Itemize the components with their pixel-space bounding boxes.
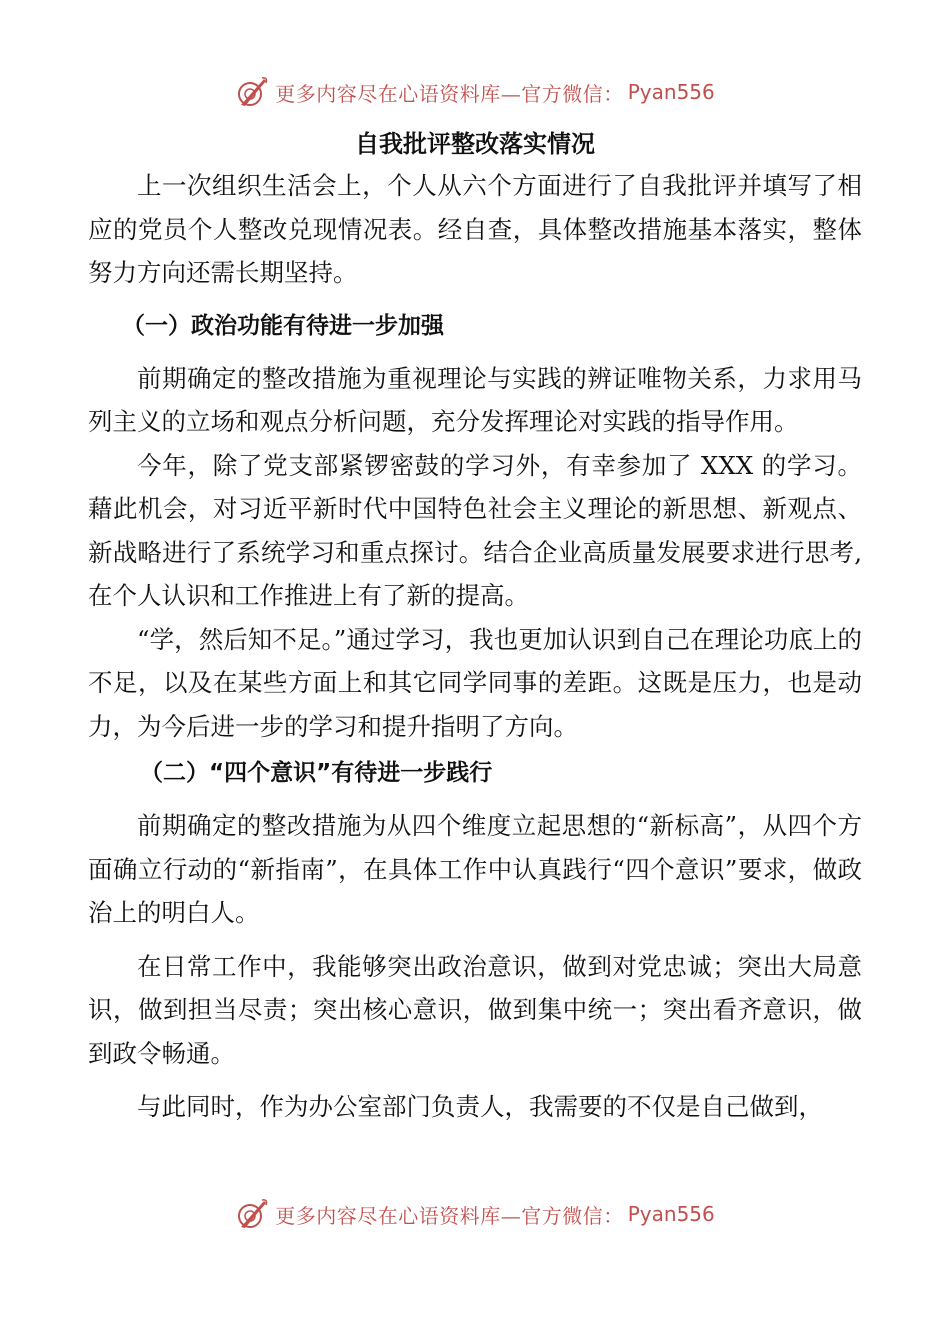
section-1-paragraph-3: “学，然后知不足。”通过学习，我也更加认识到自己在理论功底上的不足，以及在某些方面上和其它同学同事的差距。这既是压力，也是动力，为今后进一步的学习和提升指明了方向。 — [88, 624, 862, 741]
section-1-paragraph-2: 今年，除了党支部紧锣密鼓的学习外，有幸参加了 XXX 的学习。藉此机会，对习近平新时代中国特色社会主义理论的新思想、新观点、新战略进行了系统学习和重点探讨。结合企业高质量发展要求进行思考,在个人认识和工作推进上有了新的提高。 — [88, 450, 862, 610]
section-1-heading: （一）政治功能有待进一步加强 — [122, 312, 444, 339]
section-1-paragraph-1: 前期确定的整改措施为重视理论与实践的辨证唯物关系，力求用马列主义的立场和观点分析问题，充分发挥理论对实践的指导作用。 — [88, 363, 862, 436]
watermark-contact: Pyan556 — [627, 80, 715, 104]
quill-seal-icon — [235, 1197, 269, 1231]
intro-paragraph: 上一次组织生活会上，个人从六个方面进行了自我批评并填写了相应的党员个人整改兑现情况表。经自查，具体整改措施基本落实，整体努力方向还需长期坚持。 — [88, 171, 862, 287]
document-title: 自我批评整改落实情况 — [355, 130, 595, 158]
section-2-heading: （二）“四个意识”有待进一步践行 — [140, 760, 493, 786]
header-watermark — [0, 72, 950, 112]
watermark-text: 更多内容尽在心语资料库—官方微信： — [275, 1203, 624, 1228]
section-2-paragraph-2: 在日常工作中，我能够突出政治意识，做到对党忠诚；突出大局意识，做到担当尽责；突出核心意识，做到集中统一；突出看齐意识，做到政令畅通。 — [88, 951, 862, 1068]
quill-seal-icon — [235, 75, 269, 109]
document-body — [88, 164, 862, 1129]
footer-watermark — [0, 1194, 950, 1234]
watermark-text: 更多内容尽在心语资料库—官方微信： — [275, 81, 624, 106]
section-2-paragraph-1: 前期确定的整改措施为从四个维度立起思想的“新标高”，从四个方面确立行动的“新指南”，在具体工作中认真践行“四个意识”要求，做政治上的明白人。 — [88, 811, 862, 927]
watermark-contact: Pyan556 — [627, 1202, 715, 1226]
section-2-paragraph-3: 与此同时，作为办公室部门负责人，我需要的不仅是自己做到， — [137, 1092, 823, 1121]
